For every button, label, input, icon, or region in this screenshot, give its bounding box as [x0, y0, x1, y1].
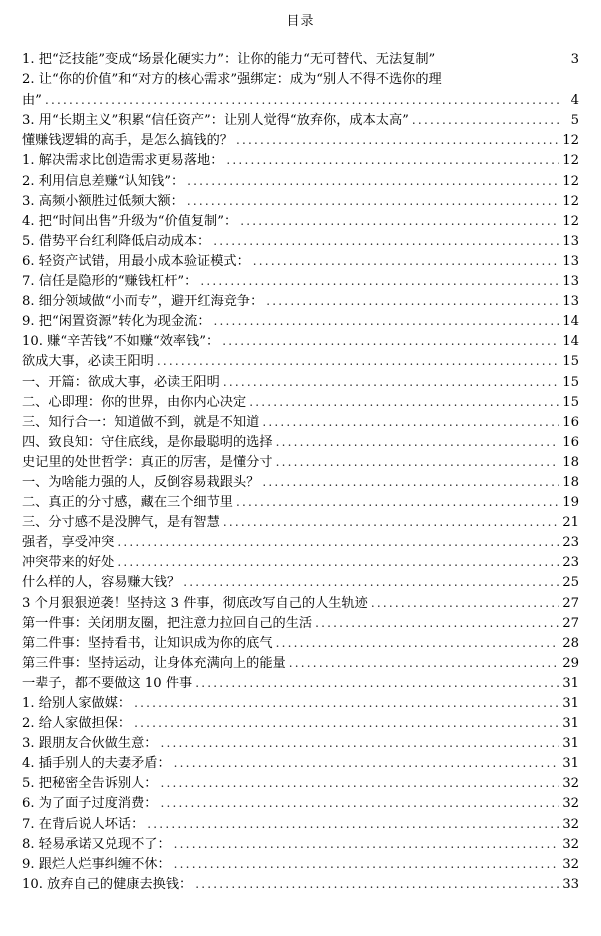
toc-entry[interactable]	[22, 713, 579, 733]
toc-entry-title: 7. 在背后说人坏话：	[22, 816, 145, 832]
toc-entry[interactable]	[22, 251, 579, 271]
toc-entry-page: 13	[562, 233, 579, 249]
toc-entry-title: 1. 把“泛技能”变成“场景化硬实力”：让你的能力“无可替代、无法复制”	[22, 52, 436, 67]
toc-entry-title: 懂赚钱逻辑的高手，是怎么搞钱的？	[22, 133, 233, 149]
toc-entry-title: 4. 插手别人的夫妻矛盾：	[22, 756, 171, 772]
toc-entry-page: 27	[562, 615, 579, 631]
toc-entry-title: 8. 轻易承诺又兑现不了：	[22, 836, 171, 852]
toc-entry[interactable]	[22, 412, 579, 432]
toc-entry-title: 第一件事：关闭朋友圈，把注意力拉回自己的生活	[22, 615, 313, 631]
toc-entry-page: 32	[562, 836, 579, 852]
toc-entry[interactable]	[22, 633, 579, 653]
toc-leader-dots	[45, 90, 562, 110]
toc-entry[interactable]	[22, 150, 579, 170]
toc-leader-dots	[262, 412, 559, 432]
toc-entry[interactable]	[22, 271, 579, 291]
toc-entry-page: 31	[562, 716, 579, 732]
toc-entry-page: 15	[562, 374, 579, 390]
toc-entry-page: 16	[562, 434, 579, 450]
toc-leader-dots	[187, 191, 559, 211]
toc-leader-dots	[276, 633, 560, 653]
toc-entry[interactable]	[22, 834, 579, 854]
toc-entry[interactable]	[22, 50, 579, 70]
toc-entry[interactable]	[22, 532, 579, 552]
toc-entry-title: 一、为啥能力强的人，反倒容易栽跟头？	[22, 474, 260, 490]
toc-entry-page: 23	[562, 555, 579, 571]
toc-entry-title: 9. 把“闲置资源”转化为现金流：	[22, 314, 211, 330]
toc-entry-title: 4. 把“时间出售”升级为“价值复制”：	[22, 213, 238, 229]
toc-leader-dots	[223, 372, 559, 392]
toc-entry[interactable]	[22, 492, 579, 512]
toc-entry[interactable]	[22, 432, 579, 452]
toc-entry-title: 冲突带来的好处	[22, 555, 115, 571]
toc-entry-title: 1. 给别人家做媒：	[22, 696, 132, 711]
toc-entry-page: 14	[562, 334, 579, 350]
toc-leader-dots	[266, 291, 559, 311]
toc-entry-title: 2. 给人家做担保：	[22, 716, 132, 732]
toc-entry-page: 32	[562, 816, 579, 832]
toc-entry-page: 23	[562, 535, 579, 551]
toc-entry[interactable]	[22, 773, 579, 793]
toc-leader-dots	[412, 110, 562, 130]
toc-entry[interactable]	[22, 753, 579, 773]
toc-leader-dots	[289, 653, 559, 673]
toc-entry-title: 5. 借势平台红利降低启动成本：	[22, 233, 211, 249]
toc-leader-dots	[157, 351, 559, 371]
toc-entry-title: 二、真正的分寸感，藏在三个细节里	[22, 495, 233, 511]
toc-entry[interactable]	[22, 814, 579, 834]
toc-entry-page: 18	[562, 474, 579, 490]
toc-entry-title: 强者，享受冲突	[22, 535, 115, 551]
toc-entry-page: 18	[562, 454, 579, 470]
toc-entry-title: 欲成大事，必读王阳明	[22, 354, 154, 370]
toc-entry-page: 13	[562, 294, 579, 310]
toc-entry[interactable]	[22, 854, 579, 874]
toc-entry[interactable]	[22, 512, 579, 532]
toc-leader-dots	[195, 673, 559, 693]
toc-entry-title: 8. 细分领域做“小而专”，避开红海竞争：	[22, 294, 264, 310]
toc-leader-dots	[147, 814, 559, 834]
toc-leader-dots	[222, 331, 559, 351]
toc-entry[interactable]	[22, 231, 579, 251]
toc-leader-dots	[174, 854, 560, 874]
toc-entry-title: 5. 把秘密全告诉别人：	[22, 776, 158, 792]
toc-entry-page: 15	[562, 354, 579, 370]
toc-entry[interactable]	[22, 693, 579, 713]
toc-entry[interactable]	[22, 110, 579, 130]
toc-entry-page: 21	[562, 515, 579, 531]
toc-entry[interactable]	[22, 733, 579, 753]
toc-entry-page: 31	[562, 756, 579, 772]
toc-entry[interactable]	[22, 552, 579, 572]
toc-entry-title: 第二件事：坚持看书，让知识成为你的底气	[22, 635, 273, 651]
toc-entry-title: 三、知行合一：知道做不到，就是不知道	[22, 414, 260, 430]
toc-entry-title: 9. 跟烂人烂事纠缠不休：	[22, 856, 171, 872]
toc-leader-dots	[195, 874, 559, 894]
toc-entry[interactable]	[22, 331, 579, 351]
toc-entry-title: 2. 让“你的价值”和“对方的核心需求”强绑定：成为“别人不得不选你的理	[22, 72, 442, 88]
toc-entry-title: 2. 利用信息差赚“认知钱”：	[22, 173, 185, 189]
toc-entry-page: 31	[562, 696, 579, 711]
toc-entry-page: 12	[562, 173, 579, 189]
toc-entry[interactable]	[22, 793, 579, 813]
toc-leader-dots	[276, 452, 560, 472]
toc-leader-dots	[253, 251, 559, 271]
toc-leader-dots	[223, 512, 559, 532]
toc-entry-page: 31	[562, 736, 579, 752]
toc-entry-page: 14	[562, 314, 579, 330]
toc-entry[interactable]	[22, 90, 579, 110]
toc-leader-dots	[240, 211, 559, 231]
toc-leader-dots	[200, 271, 559, 291]
toc-entry-title: 史记里的处世哲学：真正的厉害，是懂分寸	[22, 454, 273, 470]
toc-leader-dots	[160, 793, 559, 813]
toc-entry-title: 3. 高频小额胜过低频大额：	[22, 193, 184, 209]
toc-leader-dots	[236, 130, 559, 150]
toc-leader-dots	[315, 613, 559, 633]
toc-leader-dots	[262, 472, 559, 492]
toc-entry[interactable]	[22, 372, 579, 392]
toc-entry[interactable]	[22, 653, 579, 673]
toc-leader-dots	[117, 552, 559, 572]
toc-list	[22, 50, 579, 894]
toc-entry-title: 一、开篇：欲成大事，必读王阳明	[22, 374, 220, 390]
toc-entry-title: 3 个月狠狠逆袭！坚持这 3 件事，彻底改写自己的人生轨迹	[22, 595, 368, 611]
toc-leader-dots	[174, 753, 560, 773]
toc-entry-title: 四、致良知：守住底线，是你最聪明的选择	[22, 434, 273, 450]
toc-entry-page: 16	[562, 414, 579, 430]
toc-entry-title: 三、分寸感不是没脾气，是有智慧	[22, 515, 220, 531]
toc-entry-page: 29	[562, 655, 579, 671]
toc-entry-page: 5	[570, 113, 579, 129]
toc-entry-page: 12	[562, 213, 579, 229]
toc-entry-page: 31	[562, 675, 579, 691]
toc-entry-page: 13	[562, 253, 579, 269]
toc-entry-page: 33	[562, 876, 579, 892]
toc-entry-page: 19	[562, 495, 579, 511]
toc-entry[interactable]	[22, 392, 579, 412]
toc-entry[interactable]	[22, 211, 579, 231]
toc-entry[interactable]	[22, 593, 579, 613]
toc-entry-title: 6. 轻资产试错，用最小成本验证模式：	[22, 253, 250, 269]
toc-entry-title: 什么样的人，容易赚大钱？	[22, 575, 181, 591]
toc-leader-dots	[160, 733, 559, 753]
toc-leader-dots	[134, 713, 559, 733]
toc-entry-page: 32	[562, 776, 579, 792]
toc-entry-title: 3. 用“长期主义”积累“信任资产”：让别人觉得“放弃你，成本太高”	[22, 113, 409, 129]
toc-leader-dots	[249, 392, 559, 412]
toc-entry-title: 二、心即理：你的世界，由你内心决定	[22, 394, 247, 410]
toc-entry[interactable]	[22, 70, 579, 90]
toc-entry-title: 3. 跟朋友合伙做生意：	[22, 736, 158, 752]
toc-entry-page: 12	[562, 153, 579, 169]
toc-leader-dots	[134, 693, 559, 713]
toc-entry[interactable]	[22, 291, 579, 311]
toc-leader-dots	[236, 492, 559, 512]
toc-entry[interactable]	[22, 351, 579, 371]
toc-entry-title: 10. 放弃自己的健康去换钱：	[22, 876, 193, 892]
toc-entry-page: 28	[562, 635, 579, 651]
toc-title: 目录	[286, 14, 315, 29]
toc-entry-title: 1. 解决需求比创造需求更易落地：	[22, 153, 224, 169]
toc-leader-dots	[276, 432, 560, 452]
toc-entry-page: 32	[562, 856, 579, 872]
toc-entry[interactable]	[22, 472, 579, 492]
toc-entry-page: 13	[562, 274, 579, 290]
toc-entry-page: 3	[570, 52, 579, 67]
toc-leader-dots	[174, 834, 560, 854]
toc-entry[interactable]	[22, 311, 579, 331]
toc-leader-dots	[117, 532, 559, 552]
toc-entry[interactable]	[22, 171, 579, 191]
toc-entry-title: 6. 为了面子过度消费：	[22, 796, 158, 812]
toc-leader-dots	[160, 773, 559, 793]
toc-entry-title: 7. 信任是隐形的“赚钱杠杆”：	[22, 274, 198, 290]
toc-entry-page: 15	[562, 394, 579, 410]
toc-leader-dots	[183, 572, 559, 592]
toc-leader-dots	[214, 311, 560, 331]
toc-entry-page: 4	[570, 93, 579, 109]
toc-entry-page: 12	[562, 133, 579, 149]
toc-entry[interactable]	[22, 130, 579, 150]
toc-leader-dots	[187, 171, 559, 191]
toc-entry-title: 第三件事：坚持运动，让身体充满向上的能量	[22, 655, 286, 671]
toc-entry-title: 由”	[22, 93, 42, 109]
toc-entry[interactable]	[22, 191, 579, 211]
toc-entry[interactable]	[22, 874, 579, 894]
toc-entry-page: 25	[562, 575, 579, 591]
toc-leader-dots	[213, 231, 559, 251]
toc-entry-page: 27	[562, 595, 579, 611]
toc-entry-page: 12	[562, 193, 579, 209]
toc-entry[interactable]	[22, 452, 579, 472]
toc-leader-dots	[371, 593, 559, 613]
toc-entry[interactable]	[22, 572, 579, 592]
toc-entry-title: 一辈子，都不要做这 10 件事	[22, 675, 193, 691]
toc-entry-page: 32	[562, 796, 579, 812]
toc-entry[interactable]	[22, 613, 579, 633]
toc-entry-title: 10. 赚“辛苦钱”不如赚“效率钱”：	[22, 334, 220, 350]
toc-entry[interactable]	[22, 673, 579, 693]
toc-leader-dots	[226, 150, 559, 170]
